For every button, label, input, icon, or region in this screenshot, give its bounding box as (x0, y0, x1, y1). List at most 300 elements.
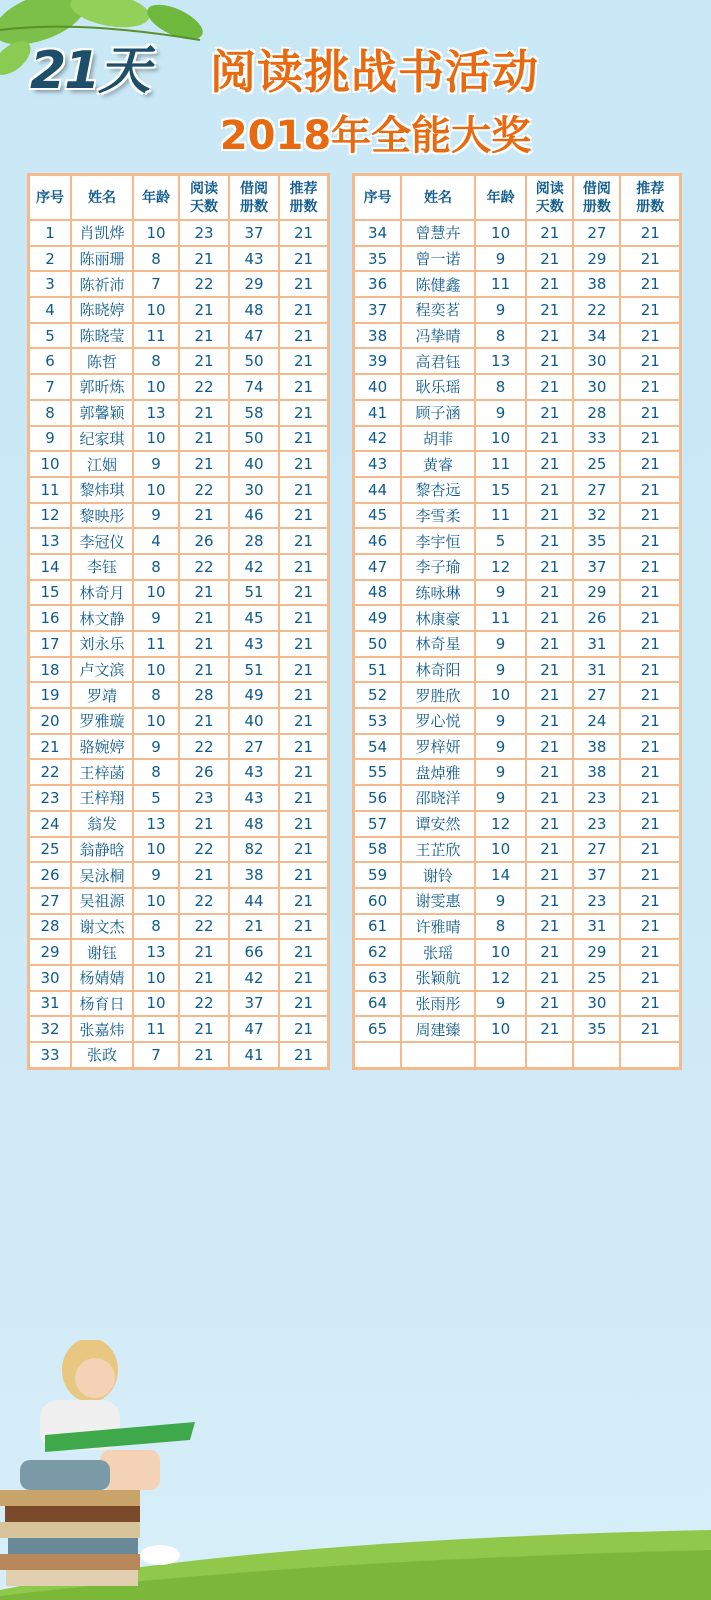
cell-reading-days: 21 (179, 708, 229, 734)
cell-recommended: 21 (620, 374, 680, 400)
cell-name: 邵晓洋 (401, 785, 475, 811)
cell-index: 11 (29, 477, 72, 503)
cell-age: 9 (475, 580, 526, 606)
cell-age: 4 (133, 528, 179, 554)
cell-index: 40 (354, 374, 402, 400)
cell-reading-days: 21 (526, 503, 573, 529)
empty-cell (475, 1042, 526, 1068)
col-header-borrowed: 借阅 册数 (229, 175, 279, 221)
cell-name: 罗雅璇 (71, 708, 133, 734)
cell-name: 陈晓莹 (71, 323, 133, 349)
cell-index: 38 (354, 323, 402, 349)
cell-recommended: 21 (620, 580, 680, 606)
cell-reading-days: 21 (526, 605, 573, 631)
table-row (354, 323, 681, 349)
cell-borrowed: 33 (573, 426, 620, 452)
cell-index: 30 (29, 965, 72, 991)
table-row (354, 708, 681, 734)
cell-borrowed: 28 (229, 528, 279, 554)
cell-name: 顾子涵 (401, 400, 475, 426)
table-row (29, 657, 329, 683)
cell-index: 22 (29, 759, 72, 785)
cell-reading-days: 22 (179, 271, 229, 297)
cell-reading-days: 21 (526, 759, 573, 785)
col-header-name: 姓名 (401, 175, 475, 221)
cell-reading-days: 21 (526, 708, 573, 734)
table-row (354, 451, 681, 477)
cell-index: 25 (29, 837, 72, 863)
cell-borrowed: 31 (573, 657, 620, 683)
cell-borrowed: 38 (229, 862, 279, 888)
cell-age: 11 (475, 503, 526, 529)
cell-reading-days: 21 (526, 1016, 573, 1042)
cell-age: 10 (133, 580, 179, 606)
cell-index: 39 (354, 348, 402, 374)
cell-recommended: 21 (279, 477, 329, 503)
cell-recommended: 21 (620, 939, 680, 965)
cell-age: 8 (133, 348, 179, 374)
cell-borrowed: 35 (573, 528, 620, 554)
col-header-borrowed: 借阅 册数 (573, 175, 620, 221)
cell-borrowed: 41 (229, 1042, 279, 1068)
cell-borrowed: 44 (229, 888, 279, 914)
cell-reading-days: 21 (526, 939, 573, 965)
cell-reading-days: 21 (179, 400, 229, 426)
cell-age: 9 (475, 991, 526, 1017)
cell-borrowed: 74 (229, 374, 279, 400)
table-row (29, 554, 329, 580)
cell-recommended: 21 (279, 528, 329, 554)
cell-borrowed: 47 (229, 323, 279, 349)
table-row (354, 246, 681, 272)
cell-recommended: 21 (279, 323, 329, 349)
cell-reading-days: 21 (526, 580, 573, 606)
cell-recommended: 21 (620, 657, 680, 683)
cell-recommended: 21 (279, 862, 329, 888)
cell-recommended: 21 (620, 682, 680, 708)
cell-index: 12 (29, 503, 72, 529)
cell-age: 12 (475, 965, 526, 991)
cell-reading-days: 21 (526, 246, 573, 272)
cell-index: 47 (354, 554, 402, 580)
header-row (354, 175, 681, 221)
cell-reading-days: 21 (526, 348, 573, 374)
cell-age: 10 (133, 965, 179, 991)
table-row (354, 271, 681, 297)
table-row (29, 1016, 329, 1042)
cell-index: 16 (29, 605, 72, 631)
cell-reading-days: 26 (179, 528, 229, 554)
table-row (29, 939, 329, 965)
cell-name: 林奇阳 (401, 657, 475, 683)
cell-name: 张政 (71, 1042, 133, 1068)
cell-name: 李雪柔 (401, 503, 475, 529)
cell-reading-days: 21 (526, 554, 573, 580)
cell-name: 李宇恒 (401, 528, 475, 554)
table-left (27, 173, 330, 1070)
cell-index: 19 (29, 682, 72, 708)
cell-age: 10 (133, 991, 179, 1017)
table-row (29, 400, 329, 426)
cell-age: 10 (475, 220, 526, 246)
table-row (354, 682, 681, 708)
cell-borrowed: 43 (229, 631, 279, 657)
empty-cell (526, 1042, 573, 1068)
cell-name: 杨育日 (71, 991, 133, 1017)
cell-age: 12 (475, 554, 526, 580)
cell-name: 王梓翔 (71, 785, 133, 811)
table-row (29, 991, 329, 1017)
cell-name: 林奇月 (71, 580, 133, 606)
cell-recommended: 21 (279, 914, 329, 940)
cell-borrowed: 30 (573, 991, 620, 1017)
cell-reading-days: 21 (179, 580, 229, 606)
cell-recommended: 21 (620, 528, 680, 554)
cell-reading-days: 21 (526, 297, 573, 323)
cell-age: 9 (475, 708, 526, 734)
subtitle: 2018年全能大奖 (219, 113, 532, 159)
cell-reading-days: 21 (179, 297, 229, 323)
cell-name: 林康豪 (401, 605, 475, 631)
col-header-age: 年龄 (475, 175, 526, 221)
cell-age: 5 (475, 528, 526, 554)
cell-age: 10 (133, 297, 179, 323)
cell-index: 23 (29, 785, 72, 811)
cell-borrowed: 48 (229, 811, 279, 837)
cell-index: 28 (29, 914, 72, 940)
cell-recommended: 21 (620, 348, 680, 374)
table-row (29, 426, 329, 452)
cell-borrowed: 43 (229, 246, 279, 272)
cell-index: 20 (29, 708, 72, 734)
cell-recommended: 21 (279, 580, 329, 606)
cell-index: 48 (354, 580, 402, 606)
cell-name: 张嘉炜 (71, 1016, 133, 1042)
cell-borrowed: 35 (573, 1016, 620, 1042)
cell-borrowed: 37 (229, 220, 279, 246)
cell-index: 53 (354, 708, 402, 734)
cell-age: 9 (475, 246, 526, 272)
cell-age: 10 (133, 708, 179, 734)
col-header-name: 姓名 (71, 175, 133, 221)
cell-name: 郭馨颖 (71, 400, 133, 426)
cell-reading-days: 22 (179, 914, 229, 940)
cell-borrowed: 27 (573, 220, 620, 246)
table-row (354, 426, 681, 452)
cell-name: 罗梓妍 (401, 734, 475, 760)
cell-name: 盘焯雅 (401, 759, 475, 785)
cell-borrowed: 38 (573, 271, 620, 297)
cell-recommended: 21 (279, 991, 329, 1017)
cell-name: 陈晓婷 (71, 297, 133, 323)
cell-borrowed: 29 (573, 580, 620, 606)
cell-borrowed: 29 (573, 246, 620, 272)
cell-recommended: 21 (620, 631, 680, 657)
cell-index: 46 (354, 528, 402, 554)
cell-reading-days: 21 (526, 323, 573, 349)
cell-index: 45 (354, 503, 402, 529)
cell-age: 10 (133, 374, 179, 400)
table-row (29, 246, 329, 272)
cell-recommended: 21 (279, 759, 329, 785)
cell-recommended: 21 (620, 246, 680, 272)
table-row (29, 1042, 329, 1068)
cell-name: 林奇星 (401, 631, 475, 657)
cell-name: 周建臻 (401, 1016, 475, 1042)
cell-name: 谭安然 (401, 811, 475, 837)
cell-reading-days: 21 (179, 426, 229, 452)
cell-age: 8 (133, 914, 179, 940)
cell-borrowed: 25 (573, 451, 620, 477)
cell-name: 高君钰 (401, 348, 475, 374)
table-row (29, 374, 329, 400)
cell-index: 31 (29, 991, 72, 1017)
cell-reading-days: 22 (179, 991, 229, 1017)
cell-borrowed: 51 (229, 580, 279, 606)
cell-borrowed: 51 (229, 657, 279, 683)
cell-age: 13 (133, 811, 179, 837)
cell-name: 曾慧卉 (401, 220, 475, 246)
cell-reading-days: 22 (179, 374, 229, 400)
cell-index: 3 (29, 271, 72, 297)
cell-age: 15 (475, 477, 526, 503)
table-row (29, 708, 329, 734)
cell-age: 9 (475, 297, 526, 323)
cell-name: 纪家琪 (71, 426, 133, 452)
cell-age: 10 (133, 220, 179, 246)
col-header-reading-days: 阅读 天数 (179, 175, 229, 221)
table-row (29, 348, 329, 374)
cell-index: 44 (354, 477, 402, 503)
cell-age: 10 (133, 837, 179, 863)
cell-age: 10 (475, 837, 526, 863)
col-header-recommended: 推荐 册数 (279, 175, 329, 221)
cell-borrowed: 43 (229, 785, 279, 811)
cell-name: 刘永乐 (71, 631, 133, 657)
cell-index: 24 (29, 811, 72, 837)
empty-cell (620, 1042, 680, 1068)
table-row (354, 503, 681, 529)
table-row (354, 785, 681, 811)
cell-recommended: 21 (620, 811, 680, 837)
cell-age: 13 (475, 348, 526, 374)
cell-age: 9 (475, 759, 526, 785)
cell-reading-days: 22 (179, 734, 229, 760)
cell-index: 54 (354, 734, 402, 760)
table-row (354, 605, 681, 631)
cell-age: 10 (475, 939, 526, 965)
cell-borrowed: 23 (573, 888, 620, 914)
cell-reading-days: 21 (179, 451, 229, 477)
cell-reading-days: 23 (179, 785, 229, 811)
cell-name: 吴祖源 (71, 888, 133, 914)
cell-index: 29 (29, 939, 72, 965)
cell-reading-days: 21 (526, 682, 573, 708)
cell-reading-days: 21 (526, 811, 573, 837)
cell-index: 60 (354, 888, 402, 914)
table-row (29, 503, 329, 529)
table-row (354, 400, 681, 426)
cell-index: 9 (29, 426, 72, 452)
table-row (29, 759, 329, 785)
table-row (354, 914, 681, 940)
cell-recommended: 21 (620, 708, 680, 734)
cell-index: 26 (29, 862, 72, 888)
cell-recommended: 21 (279, 965, 329, 991)
cell-age: 9 (133, 862, 179, 888)
title-21-days: 21天 (30, 41, 149, 101)
table-row (354, 811, 681, 837)
table-row (29, 580, 329, 606)
cell-borrowed: 50 (229, 348, 279, 374)
cell-recommended: 21 (620, 220, 680, 246)
cell-reading-days: 21 (526, 734, 573, 760)
table-row (354, 965, 681, 991)
cell-reading-days: 21 (526, 837, 573, 863)
cell-recommended: 21 (620, 759, 680, 785)
cell-recommended: 21 (279, 400, 329, 426)
cell-reading-days: 21 (526, 657, 573, 683)
cell-age: 10 (133, 657, 179, 683)
title-row (0, 28, 711, 101)
cell-age: 14 (475, 862, 526, 888)
cell-name: 罗靖 (71, 682, 133, 708)
table-row (354, 374, 681, 400)
cell-age: 9 (475, 785, 526, 811)
cell-recommended: 21 (279, 1016, 329, 1042)
table-row (29, 914, 329, 940)
cell-name: 陈丽珊 (71, 246, 133, 272)
cell-borrowed: 27 (229, 734, 279, 760)
cell-name: 许雅晴 (401, 914, 475, 940)
cell-index: 17 (29, 631, 72, 657)
table-right (352, 173, 682, 1070)
cell-borrowed: 48 (229, 297, 279, 323)
cell-age: 8 (133, 554, 179, 580)
cell-recommended: 21 (279, 837, 329, 863)
cell-borrowed: 42 (229, 554, 279, 580)
cell-reading-days: 21 (526, 631, 573, 657)
cell-age: 8 (475, 374, 526, 400)
cell-borrowed: 34 (573, 323, 620, 349)
cell-reading-days: 21 (179, 631, 229, 657)
cell-age: 9 (133, 734, 179, 760)
cell-borrowed: 23 (573, 785, 620, 811)
cell-recommended: 21 (279, 1042, 329, 1068)
cell-name: 李钰 (71, 554, 133, 580)
table-row (29, 528, 329, 554)
cell-index: 64 (354, 991, 402, 1017)
cell-borrowed: 27 (573, 837, 620, 863)
cell-index: 52 (354, 682, 402, 708)
cell-age: 12 (475, 811, 526, 837)
cell-borrowed: 30 (229, 477, 279, 503)
table-row (29, 785, 329, 811)
cell-index: 8 (29, 400, 72, 426)
cell-reading-days: 21 (526, 991, 573, 1017)
cell-reading-days: 21 (179, 862, 229, 888)
cell-age: 11 (475, 271, 526, 297)
col-header-recommended: 推荐 册数 (620, 175, 680, 221)
table-row (354, 631, 681, 657)
cell-index: 61 (354, 914, 402, 940)
cell-recommended: 21 (620, 837, 680, 863)
cell-age: 5 (133, 785, 179, 811)
empty-cell (354, 1042, 402, 1068)
cell-recommended: 21 (620, 914, 680, 940)
cell-recommended: 21 (620, 451, 680, 477)
cell-name: 吴泳桐 (71, 862, 133, 888)
cell-index: 42 (354, 426, 402, 452)
cell-name: 黄睿 (401, 451, 475, 477)
cell-name: 张颖航 (401, 965, 475, 991)
cell-borrowed: 47 (229, 1016, 279, 1042)
cell-age: 8 (475, 914, 526, 940)
cell-recommended: 21 (279, 426, 329, 452)
cell-recommended: 21 (620, 323, 680, 349)
cell-age: 10 (133, 477, 179, 503)
cell-name: 骆婉婷 (71, 734, 133, 760)
cell-age: 8 (133, 682, 179, 708)
table-row (29, 271, 329, 297)
cell-age: 9 (133, 503, 179, 529)
cell-index: 33 (29, 1042, 72, 1068)
cell-reading-days: 21 (179, 348, 229, 374)
cell-index: 50 (354, 631, 402, 657)
table-row (354, 528, 681, 554)
cell-reading-days: 21 (526, 477, 573, 503)
cell-index: 62 (354, 939, 402, 965)
cell-borrowed: 66 (229, 939, 279, 965)
cell-name: 陈健鑫 (401, 271, 475, 297)
cell-borrowed: 38 (573, 759, 620, 785)
table-row (29, 220, 329, 246)
cell-recommended: 21 (279, 220, 329, 246)
cell-borrowed: 40 (229, 708, 279, 734)
table-row (354, 220, 681, 246)
cell-recommended: 21 (279, 348, 329, 374)
table-row (354, 580, 681, 606)
cell-recommended: 21 (620, 477, 680, 503)
cell-index: 58 (354, 837, 402, 863)
table-row (354, 657, 681, 683)
cell-recommended: 21 (279, 374, 329, 400)
table-row (354, 837, 681, 863)
cell-name: 王梓菡 (71, 759, 133, 785)
cell-age: 7 (133, 1042, 179, 1068)
cell-reading-days: 21 (526, 785, 573, 811)
cell-index: 55 (354, 759, 402, 785)
cell-name: 杨婧婧 (71, 965, 133, 991)
cell-recommended: 21 (279, 888, 329, 914)
cell-name: 谢钰 (71, 939, 133, 965)
cell-index: 10 (29, 451, 72, 477)
col-header-reading-days: 阅读 天数 (526, 175, 573, 221)
cell-name: 林文静 (71, 605, 133, 631)
table-row (29, 682, 329, 708)
cell-name: 卢文滨 (71, 657, 133, 683)
cell-age: 8 (133, 246, 179, 272)
cell-borrowed: 43 (229, 759, 279, 785)
cell-name: 翁发 (71, 811, 133, 837)
cell-age: 11 (133, 323, 179, 349)
cell-index: 49 (354, 605, 402, 631)
cell-reading-days: 21 (526, 220, 573, 246)
cell-index: 2 (29, 246, 72, 272)
cell-age: 9 (475, 631, 526, 657)
cell-recommended: 21 (620, 734, 680, 760)
cell-index: 56 (354, 785, 402, 811)
